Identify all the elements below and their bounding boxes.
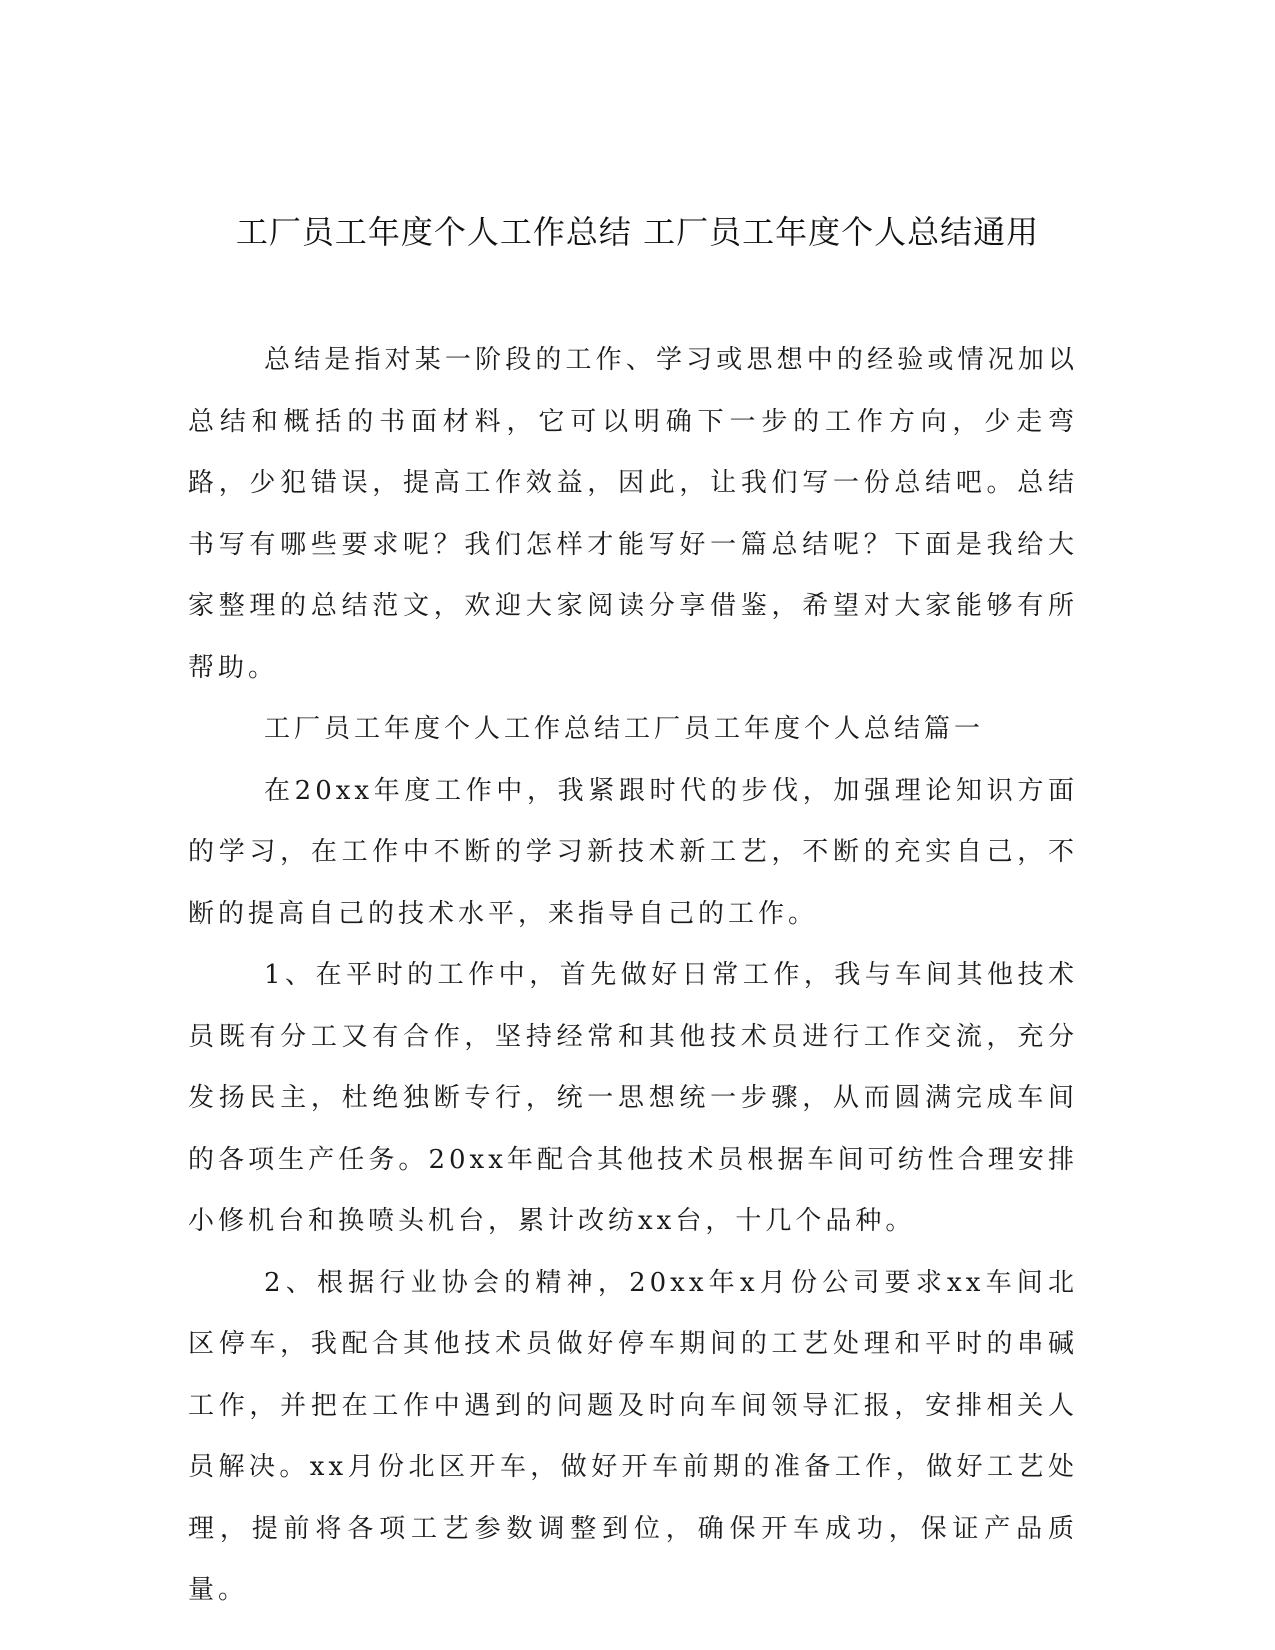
paragraph-item-1: 1、在平时的工作中，首先做好日常工作，我与车间其他技术员既有分工又有合作，坚持经常和其他技术员进行工作交流，充分发扬民主，杜绝独断专行，统一思想统一步骤，从而圆满完成车间的各项生产任务。20xx年配合其他技术员根据车间可纺性合理安排小修机台和换喷头机台，累计改纺xx台，十几个品种。 bbox=[188, 960, 1078, 1236]
document-body bbox=[188, 330, 1078, 1622]
paragraph-section-heading: 工厂员工年度个人工作总结工厂员工年度个人总结篇一 bbox=[264, 714, 985, 744]
paragraph-intro: 总结是指对某一阶段的工作、学习或思想中的经验或情况加以总结和概括的书面材料，它可以明确下一步的工作方向，少走弯路，少犯错误，提高工作效益，因此，让我们写一份总结吧。总结书写有哪些要求呢？我们怎样才能写好一篇总结呢？下面是我给大家整理的总结范文，欢迎大家阅读分享借鉴，希望对大家能够有所帮助。 bbox=[188, 345, 1078, 683]
document-title: 工厂员工年度个人工作总结 工厂员工年度个人总结通用 bbox=[235, 213, 1040, 251]
paragraph-overview: 在20xx年度工作中，我紧跟时代的步伐，加强理论知识方面的学习，在工作中不断的学习新技术新工艺，不断的充实自己，不断的提高自己的技术水平，来指导自己的工作。 bbox=[188, 775, 1078, 929]
paragraph-item-2: 2、根据行业协会的精神，20xx年x月份公司要求xx车间北区停车，我配合其他技术员做好停车期间的工艺处理和平时的串碱工作，并把在工作中遇到的问题及时向车间领导汇报，安排相关人员解决。xx月份北区开车，做好开车前期的准备工作，做好工艺处理，提前将各项工艺参数调整到位，确保开车成功，保证产品质量。 bbox=[188, 1267, 1078, 1605]
